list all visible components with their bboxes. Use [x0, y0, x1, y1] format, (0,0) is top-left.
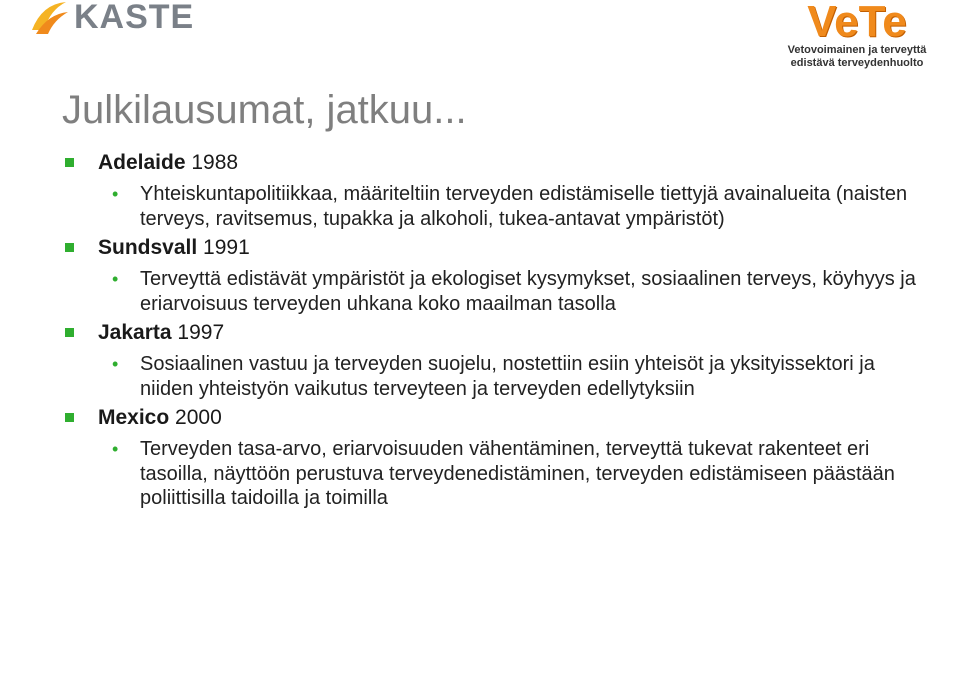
item-year: 1991 — [203, 236, 250, 259]
list-item-mexico — [62, 405, 922, 431]
square-bullet-icon — [65, 158, 74, 167]
vete-tagline-2: edistävä terveydenhuolto — [790, 57, 924, 69]
sub-item — [62, 267, 922, 316]
dot-bullet-icon: • — [112, 354, 119, 374]
list-item-jakarta — [62, 320, 922, 346]
kaste-emblem-icon — [30, 0, 70, 36]
dot-bullet-icon: • — [112, 269, 119, 289]
sub-item — [62, 437, 922, 511]
sub-item-text: Terveyden tasa-arvo, eriarvoisuuden vähentäminen, terveyttä tukevat rakenteet eri tasoilla, näyttöön perustuva terveydenedistäminen, terveyden edistämiseen päästään poliittisilla taidoilla ja toimilla — [140, 438, 895, 509]
vete-wordmark: VeTe — [807, 0, 907, 46]
square-bullet-icon — [65, 243, 74, 252]
item-name: Sundsvall — [98, 236, 198, 259]
item-year: 1988 — [191, 151, 239, 174]
vete-logo — [782, 0, 932, 70]
item-name: Adelaide — [98, 151, 186, 174]
square-bullet-icon — [65, 413, 74, 422]
sub-item-text: Sosiaalinen vastuu ja terveyden suojelu, nostettiin esiin yhteisöt ja yksityissektori ja niiden yhteistyön vaikutus terveyteen ja terveyden edellytyksiin — [140, 353, 875, 400]
kaste-wordmark: KASTE — [74, 0, 195, 36]
item-name: Jakarta — [98, 321, 172, 344]
square-bullet-icon — [65, 328, 74, 337]
sub-item — [62, 182, 922, 231]
item-year: 1997 — [177, 321, 225, 344]
kaste-logo — [30, 0, 230, 40]
slide-title: Julkilausumat, jatkuu... — [62, 88, 467, 132]
sub-item — [62, 352, 922, 401]
sub-item-text: Terveyttä edistävät ympäristöt ja ekologiset kysymykset, sosiaalinen terveys, köyhyys ja eriarvoisuus terveyden uhkana koko maailman tasolla — [140, 268, 916, 315]
list-item-adelaide — [62, 150, 922, 176]
vete-tagline-1: Vetovoimainen ja terveyttä — [787, 44, 927, 56]
list-item-sundsvall — [62, 235, 922, 261]
bullet-list — [62, 146, 922, 511]
sub-item-text: Yhteiskuntapolitiikkaa, määriteltiin terveyden edistämiselle tiettyjä avainalueita (naisten terveys, ravitsemus, tupakka ja alkoholi, tukea-antavat ympäristöt) — [140, 183, 908, 230]
item-year: 2000 — [175, 406, 222, 429]
dot-bullet-icon: • — [112, 439, 119, 459]
dot-bullet-icon: • — [112, 184, 119, 204]
item-name: Mexico — [98, 406, 170, 429]
